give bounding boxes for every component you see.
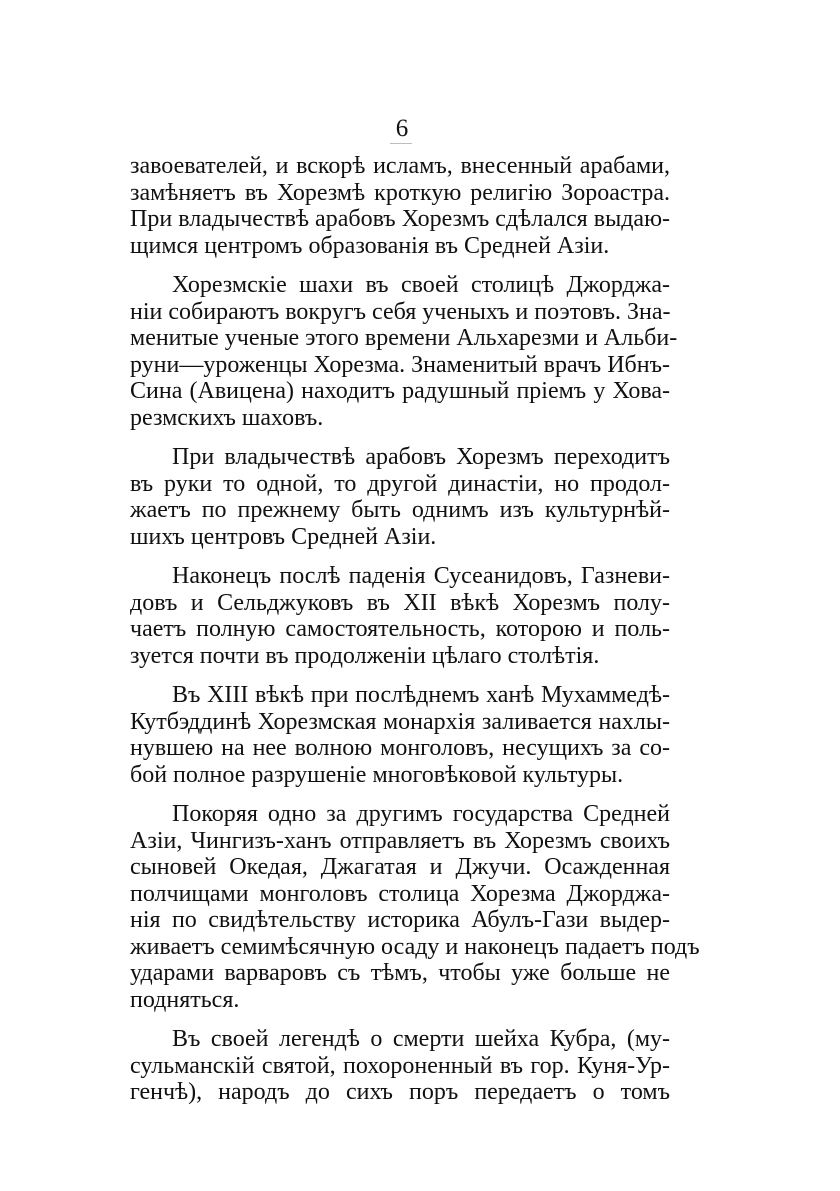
- paragraph: [130, 682, 670, 788]
- paragraph: [130, 272, 678, 431]
- text-line: довъ и Сельджуковъ въ XII вѣкѣ Хорезмъ полу-: [130, 589, 670, 616]
- text-line: щимся центромъ образованія въ Средней Азіи.: [130, 232, 610, 259]
- text-line: въ руки то одной, то другой династіи, но продол-: [130, 470, 670, 497]
- text-line: сульманскій святой, похороненный въ гор. Куня-Ур-: [130, 1052, 670, 1079]
- text-line: жаетъ по прежнему быть однимъ изъ культурнѣй-: [130, 497, 670, 523]
- text-line: сыновей Окедая, Джагатая и Джучи. Осажденная: [130, 854, 670, 880]
- text-line: зуется почти въ продолженіи цѣлаго столѣтія.: [130, 642, 600, 669]
- text-line: нувшею на нее волною монголовъ, несущихъ за со-: [130, 735, 670, 761]
- text-line: При владычествѣ арабовъ Хорезмъ переходитъ: [172, 444, 670, 470]
- paragraph: [130, 444, 670, 550]
- text-line: замѣняетъ въ Хорезмѣ кроткую религію Зороастра.: [130, 179, 670, 206]
- text-line: руни—уроженцы Хорезма. Знаменитый врачъ Ибнъ-: [130, 351, 670, 378]
- page-number-underline: [390, 143, 412, 144]
- text-line: завоевателей, и вскорѣ исламъ, внесенный арабами,: [130, 153, 670, 179]
- paragraph: [130, 563, 670, 669]
- text-line: Кутбэддинѣ Хорезмская монархія заливается нахлы-: [130, 708, 670, 735]
- body-text: [130, 153, 700, 1106]
- text-line: Азіи, Чингизъ-ханъ отправляетъ въ Хорезмъ своихъ: [130, 827, 670, 854]
- text-line: живаетъ семимѣсячную осаду и наконецъ падаетъ подъ: [130, 933, 700, 960]
- text-line: генчѣ), народъ до сихъ поръ передаетъ о томъ: [130, 1079, 670, 1105]
- paragraph: [130, 153, 670, 259]
- text-line: Покоряя одно за другимъ государства Средней: [172, 801, 670, 827]
- text-line: Въ своей легендѣ о смерти шейха Кубра, (му-: [172, 1026, 670, 1052]
- text-line: Наконецъ послѣ паденія Сусеанидовъ, Газневи-: [172, 563, 670, 589]
- text-line: Хорезмскіе шахи въ своей столицѣ Джорджа-: [172, 272, 670, 298]
- text-line: ніи собираютъ вокругъ себя ученыхъ и поэтовъ. Зна-: [130, 298, 671, 325]
- text-line: полчищами монголовъ столица Хорезма Джорджа-: [130, 880, 670, 907]
- text-line: нія по свидѣтельству историка Абулъ-Гази выдер-: [130, 907, 670, 933]
- paragraph: [130, 1026, 670, 1106]
- text-line: При владычествѣ арабовъ Хорезмъ сдѣлался выдаю-: [130, 206, 670, 232]
- text-line: Въ XIII вѣкѣ при послѣднемъ ханѣ Мухаммедѣ-: [172, 682, 670, 708]
- text-line: подняться.: [130, 986, 240, 1013]
- text-line: Сина (Авицена) находитъ радушный пріемъ у Хова-: [130, 378, 670, 404]
- text-line: чаетъ полную самостоятельность, которою и поль-: [130, 616, 670, 642]
- text-line: менитые ученые этого времени Альхарезми и Альби-: [130, 325, 678, 351]
- text-line: резмскихъ шаховъ.: [130, 404, 324, 431]
- paragraph: [130, 801, 700, 1013]
- text-line: ударами варваровъ съ тѣмъ, чтобы уже больше не: [130, 960, 670, 986]
- page-number: 6: [395, 115, 409, 142]
- text-line: шихъ центровъ Средней Азіи.: [130, 523, 437, 550]
- text-line: бой полное разрушеніе многовѣковой культуры.: [130, 761, 624, 788]
